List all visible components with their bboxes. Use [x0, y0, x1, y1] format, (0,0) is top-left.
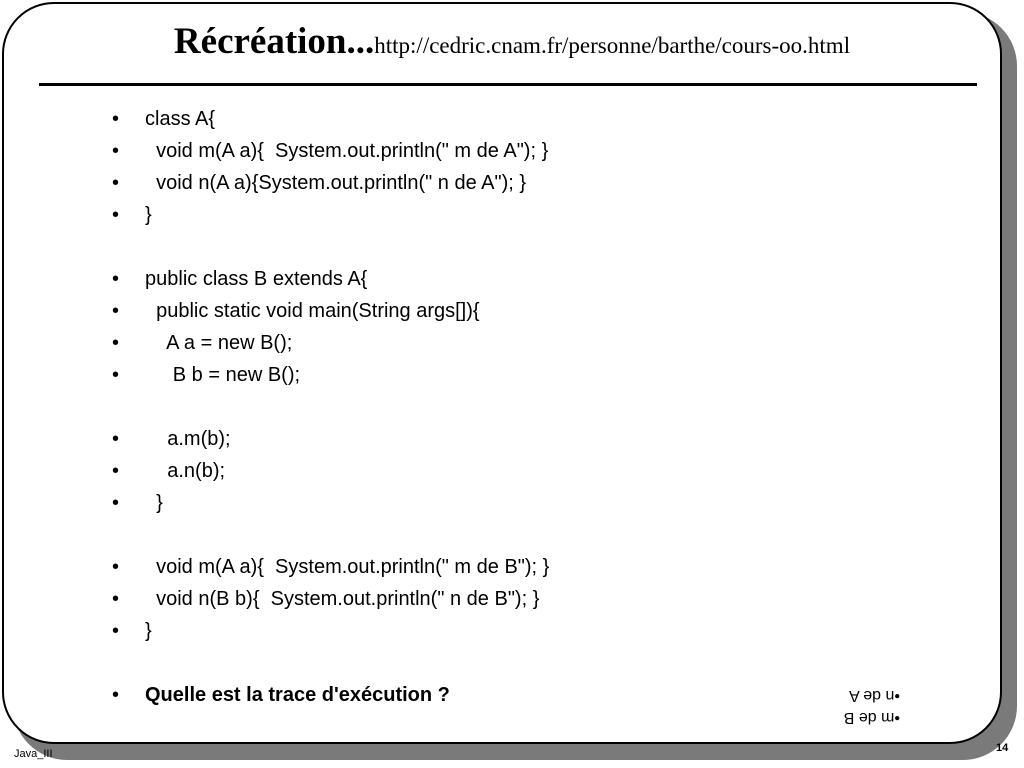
bullet-item: [112, 615, 549, 647]
slide-title: [0, 20, 1024, 63]
code-line: A a = new B();: [145, 332, 293, 354]
code-line: B b = new B();: [145, 364, 301, 386]
bullet-dot-icon: •: [112, 268, 120, 290]
code-line: void n(A a){System.out.println(" n de A"); }: [145, 172, 527, 194]
bullet-dot-icon: •: [112, 172, 120, 194]
bullet-dot-icon: •: [112, 300, 120, 322]
bullet-item: [112, 199, 549, 231]
bullet-dot-icon: •: [112, 588, 120, 610]
bullet-dot-icon: •: [112, 332, 120, 354]
bullet-dot-icon: •: [112, 108, 120, 130]
bullet-item: [112, 263, 549, 295]
footer-page-number: 14: [996, 742, 1009, 754]
code-line: class A{: [145, 108, 216, 130]
bullet-item: [112, 551, 549, 583]
bullet-item: [112, 423, 549, 455]
bullet-dot-icon: •: [112, 460, 120, 482]
bullet-item: [112, 679, 549, 711]
code-line: }: [145, 204, 152, 226]
code-line: void m(A a){ System.out.println(" m de B"); }: [145, 556, 550, 578]
code-line: a.m(b);: [145, 428, 231, 450]
title-main: Récréation...: [173, 21, 375, 62]
title-url: http://cedric.cnam.fr/personne/barthe/cours-oo.html: [374, 33, 851, 58]
bullet-dot-icon: •: [112, 364, 120, 386]
bullet-gap: [112, 231, 549, 263]
bullet-dot-icon: •: [112, 556, 120, 578]
bullet-gap: [112, 391, 549, 423]
footer-course-label: Java_III: [14, 748, 53, 760]
code-line: void n(B b){ System.out.println(" n de B"); }: [145, 588, 540, 610]
bullet-item: [112, 455, 549, 487]
bullet-item: [112, 135, 549, 167]
code-line: }: [145, 620, 152, 642]
code-line: a.n(b);: [145, 460, 226, 482]
bullet-gap: [112, 647, 549, 679]
bullet-dot-icon: •: [112, 684, 120, 706]
code-line: public static void main(String args[]){: [145, 300, 480, 322]
bullet-dot-icon: •: [112, 492, 120, 514]
bullet-item: [112, 359, 549, 391]
bullet-item: [112, 295, 549, 327]
title-divider: [39, 83, 977, 86]
question-text: Quelle est la trace d'exécution ?: [145, 684, 450, 706]
code-line: void m(A a){ System.out.println(" m de A"); }: [145, 140, 549, 162]
bullet-list: [112, 103, 549, 711]
bullet-dot-icon: •: [112, 620, 120, 642]
bullet-dot-icon: •: [112, 428, 120, 450]
upside-down-answer: [820, 684, 900, 728]
answer-line-2: •n de A: [849, 687, 900, 704]
bullet-item: [112, 327, 549, 359]
bullet-gap: [112, 519, 549, 551]
answer-line-1: •m de B: [843, 709, 900, 726]
code-line: public class B extends A{: [145, 268, 368, 290]
bullet-dot-icon: •: [112, 204, 120, 226]
bullet-item: [112, 103, 549, 135]
bullet-item: [112, 487, 549, 519]
bullet-dot-icon: •: [112, 140, 120, 162]
bullet-item: [112, 583, 549, 615]
bullet-item: [112, 167, 549, 199]
code-line: }: [145, 492, 163, 514]
